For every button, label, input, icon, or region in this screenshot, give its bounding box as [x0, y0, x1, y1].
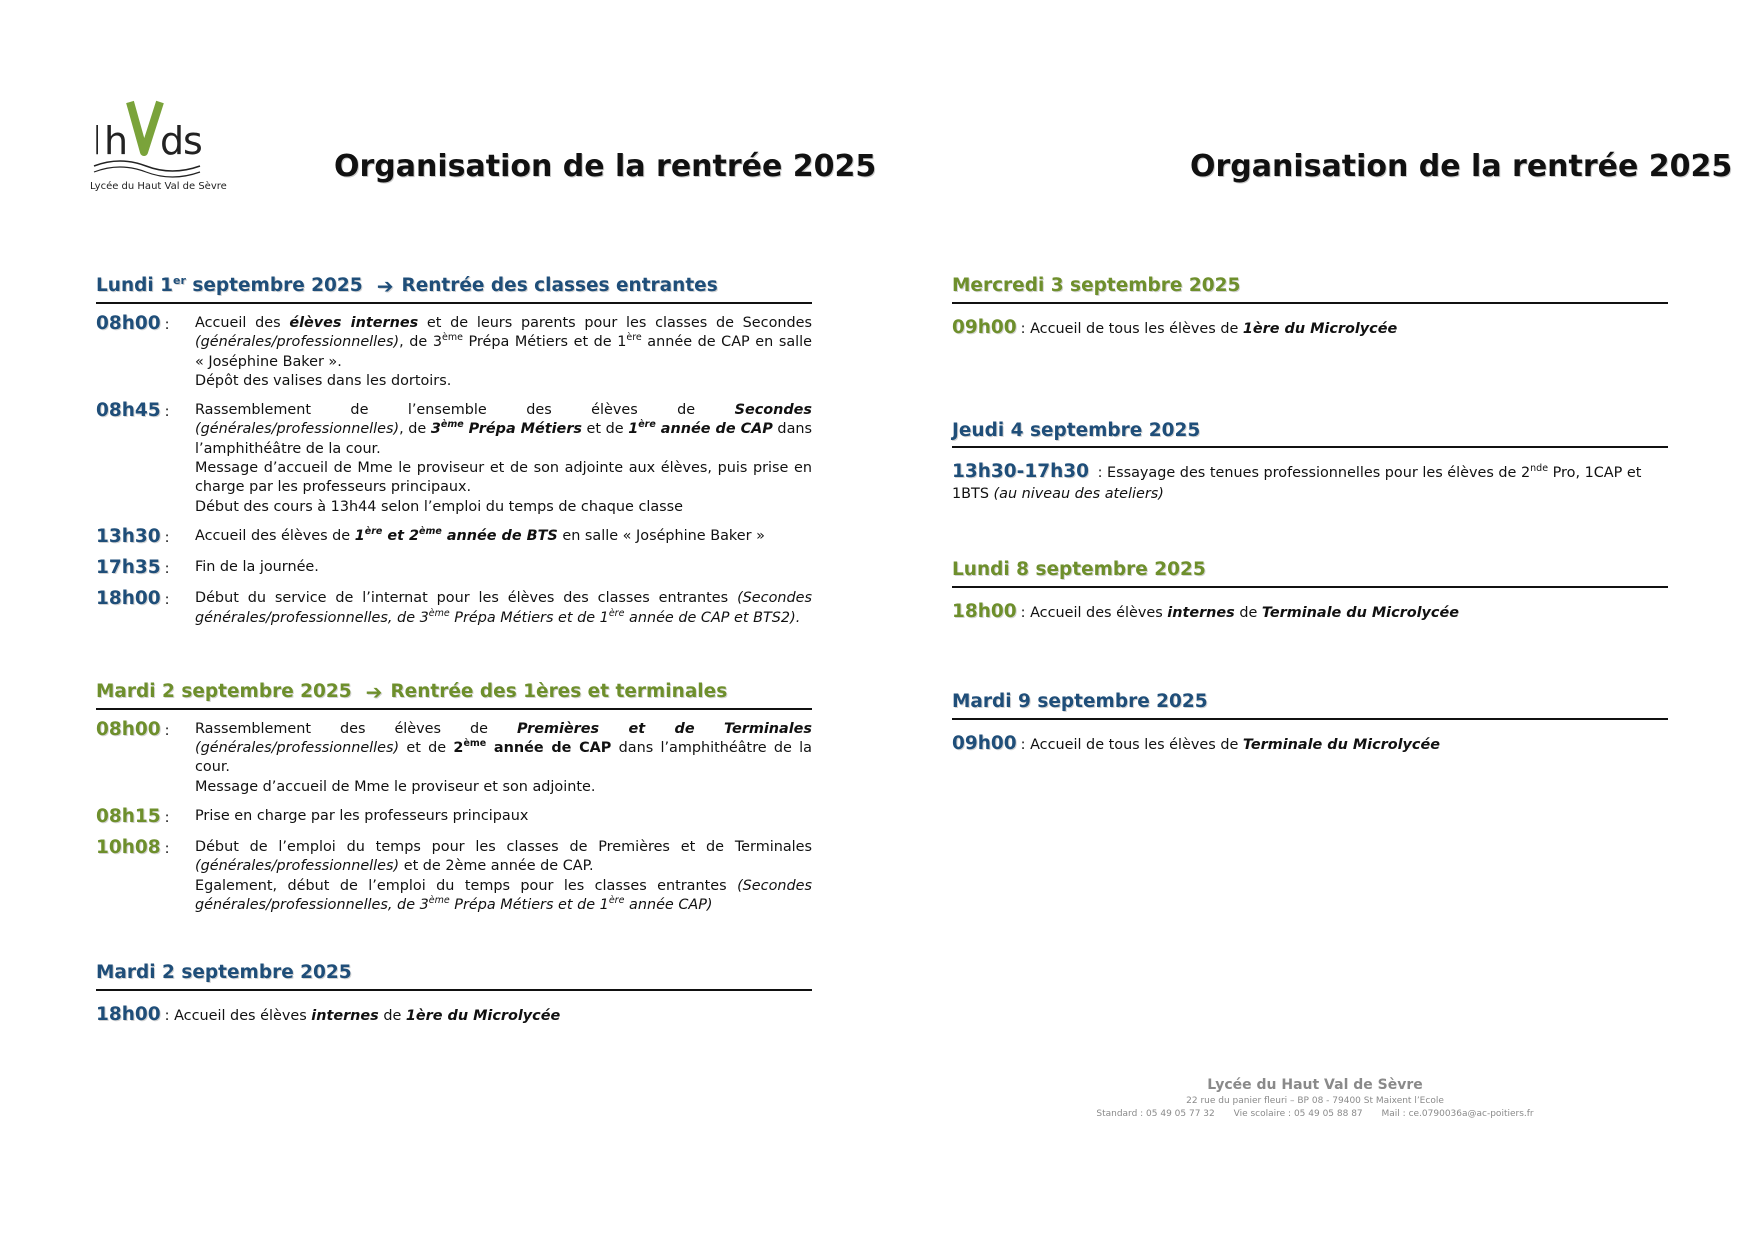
section-lundi-8: [952, 558, 1668, 625]
section-header: [96, 274, 812, 304]
logo-caption: Lycée du Haut Val de Sèvre: [90, 181, 227, 192]
section-date: Jeudi 4 septembre 2025: [952, 419, 1201, 441]
time-label: 08h15: [96, 805, 161, 827]
section-header: [952, 690, 1668, 720]
entry-description: : Accueil de tous les élèves de 1ère du Microlycée: [1020, 320, 1398, 337]
schedule-entry: [952, 460, 1668, 504]
section-date: Lundi 8 septembre 2025: [952, 559, 1206, 581]
schedule-entry: 10h08 : Début de l’emploi du temps pour les classes de Premières et de Terminales (générales/professionnelles) et de 2ème année de CAP. Egalement, début de l’emploi du temps pour les classes entrantes (Secondes générales/professionnelles, de 3ème Prépa Métiers et de 1ère année CAP): [96, 837, 812, 915]
entry-description: Prise en charge par les professeurs principaux: [195, 807, 529, 824]
footer-contact: [1040, 1076, 1590, 1122]
footer-address: 22 rue du panier fleuri – BP 08 - 79400 St Maixent l’Ecole: [1186, 1095, 1444, 1106]
time-label: 08h00: [96, 312, 161, 334]
arrow-right-icon: ➔: [365, 680, 383, 705]
schedule-entry: 17h35 : Fin de la journée.: [96, 557, 812, 579]
time-label: 09h00: [952, 316, 1017, 338]
section-subtitle: Rentrée des classes entrantes: [401, 275, 718, 297]
schedule-entry: [952, 600, 1668, 625]
entry-description: : Accueil de tous les élèves de Terminale du Microlycée: [1020, 736, 1440, 753]
section-date: Mardi 2 septembre 2025: [96, 680, 352, 702]
section-mercredi-3: [952, 274, 1668, 341]
section-date: Lundi 1er septembre 2025: [96, 274, 363, 297]
arrow-right-icon: ➔: [376, 274, 394, 299]
time-label: 13h30: [96, 525, 161, 547]
entry-description: : Accueil des élèves internes de Terminale du Microlycée: [1020, 605, 1459, 622]
time-label: 18h00: [96, 588, 161, 610]
time-label: 18h00: [952, 601, 1017, 623]
entry-description: Rassemblement des élèves de Premières et de Terminales (générales/professionnelles) et de 2ème année de CAP dans l’amphithéâtre de la cour. Message d’accueil de Mme le proviseur et son adjointe.: [195, 720, 812, 795]
entry-description: : Essayage des tenues professionnelles pour les élèves de 2nde Pro, 1CAP et 1BTS (au niveau des ateliers): [952, 463, 1642, 503]
svg-text:d: d: [160, 119, 185, 163]
time-label: 08h00: [96, 718, 161, 740]
section-header: [952, 419, 1668, 449]
entry-description: Début de l’emploi du temps pour les classes de Premières et de Terminales (générales/professionnelles) et de 2ème année de CAP. Egalement, début de l’emploi du temps pour les classes entrantes (Secondes générales/professionnelles, de 3ème Prépa Métiers et de 1ère année CAP): [195, 839, 812, 913]
schedule-entry: [952, 732, 1668, 757]
section-date: Mardi 9 septembre 2025: [952, 690, 1208, 712]
schedule-entry: 08h15 : Prise en charge par les professeurs principaux: [96, 806, 812, 828]
entry-description: Fin de la journée.: [195, 559, 319, 576]
svg-text:s: s: [183, 119, 203, 163]
section-subtitle: Rentrée des 1ères et terminales: [390, 680, 728, 702]
time-label: 10h08: [96, 837, 161, 859]
right-column: [952, 274, 1668, 757]
page-title-right: Organisation de la rentrée 2025: [1190, 149, 1733, 184]
entry-description: Rassemblement de l’ensemble des élèves de Secondes (générales/professionnelles), de 3ème Prépa Métiers et de 1ère année de CAP dans l’amphithéâtre de la cour. Message d’accueil de Mme le proviseur et de son adjointe aux élèves, puis prise en charge par les professeurs principaux. Début des cours à 13h44 selon l’emploi du temps de chaque classe: [195, 402, 813, 515]
schedule-entry: 08h00 : Accueil des élèves internes et de leurs parents pour les classes de Secondes (générales/professionnelles), de 3ème Prépa Métiers et de 1ère année de CAP en salle « Joséphine Baker ». Dépôt des valises dans les dortoirs.: [96, 313, 812, 391]
section-header: [96, 680, 812, 710]
section-date: Mardi 2 septembre 2025: [96, 962, 352, 984]
footer-standard: Standard : 05 49 05 77 32: [1096, 1109, 1215, 1120]
schedule-entry: 08h00 : Rassemblement des élèves de Premières et de Terminales (générales/professionnelles) et de 2ème année de CAP dans l’amphithéâtre de la cour. Message d’accueil de Mme le proviseur et son adjointe.: [96, 719, 812, 797]
school-logo: [90, 94, 227, 198]
time-label: 08h45: [96, 400, 161, 422]
time-label: 18h00: [96, 1004, 161, 1025]
time-label: 09h00: [952, 732, 1017, 754]
footer-vie-scolaire: Vie scolaire : 05 49 05 88 87: [1233, 1109, 1363, 1120]
page-title-left: Organisation de la rentrée 2025: [334, 149, 877, 184]
entry-description: Accueil des élèves de 1ère et 2ème année de BTS en salle « Joséphine Baker »: [195, 526, 765, 544]
section-mardi-2-microlycee: [96, 961, 812, 1028]
section-header: [952, 274, 1668, 304]
left-column: [96, 274, 812, 1028]
section-date: Mercredi 3 septembre 2025: [952, 275, 1241, 296]
schedule-entry: [952, 316, 1668, 341]
time-label: 17h35: [96, 557, 161, 579]
section-jeudi-4: [952, 419, 1668, 505]
section-lundi-1: [96, 274, 812, 628]
section-mardi-2: [96, 680, 812, 915]
entry-description: : Accueil des élèves internes de 1ère du Microlycée: [164, 1008, 561, 1024]
footer-mail: Mail : ce.0790036a@ac-poitiers.fr: [1381, 1109, 1534, 1120]
section-header: [96, 961, 812, 991]
schedule-entry: 08h45 : Rassemblement de l’ensemble des élèves de Secondes (générales/professionnelles), de 3ème Prépa Métiers et de 1ère année de CAP dans l’amphithéâtre de la cour. Message d’accueil de Mme le proviseur et de son adjointe aux élèves, puis prise en charge par les professeurs principaux. Début des cours à 13h44 selon l’emploi du temps de chaque classe: [96, 400, 812, 517]
svg-text:l: l: [92, 119, 103, 163]
schedule-entry: 18h00 : Début du service de l’internat pour les élèves des classes entrantes (Secondes générales/professionnelles, de 3ème Prépa Métiers et de 1ère année de CAP et BTS2).: [96, 588, 812, 628]
time-label: 13h30-17h30: [952, 461, 1089, 483]
schedule-entry: 13h30 : Accueil des élèves de 1ère et 2ème année de BTS en salle « Joséphine Baker »: [96, 526, 812, 548]
footer-school-name: Lycée du Haut Val de Sèvre: [1207, 1077, 1423, 1093]
schedule-entry: [96, 1003, 812, 1028]
entry-description: Début du service de l’internat pour les élèves des classes entrantes (Secondes générales/professionnelles, de 3ème Prépa Métiers et de 1ère année de CAP et BTS2).: [195, 590, 812, 626]
entry-description: Accueil des élèves internes et de leurs parents pour les classes de Secondes (générales/professionnelles), de 3ème Prépa Métiers et de 1ère année de CAP en salle « Joséphine Baker ». Dépôt des valises dans les dortoirs.: [195, 314, 812, 389]
footer-phones: [1040, 1108, 1590, 1122]
section-header: [952, 558, 1668, 588]
svg-text:h: h: [104, 119, 129, 163]
section-mardi-9: [952, 690, 1668, 757]
